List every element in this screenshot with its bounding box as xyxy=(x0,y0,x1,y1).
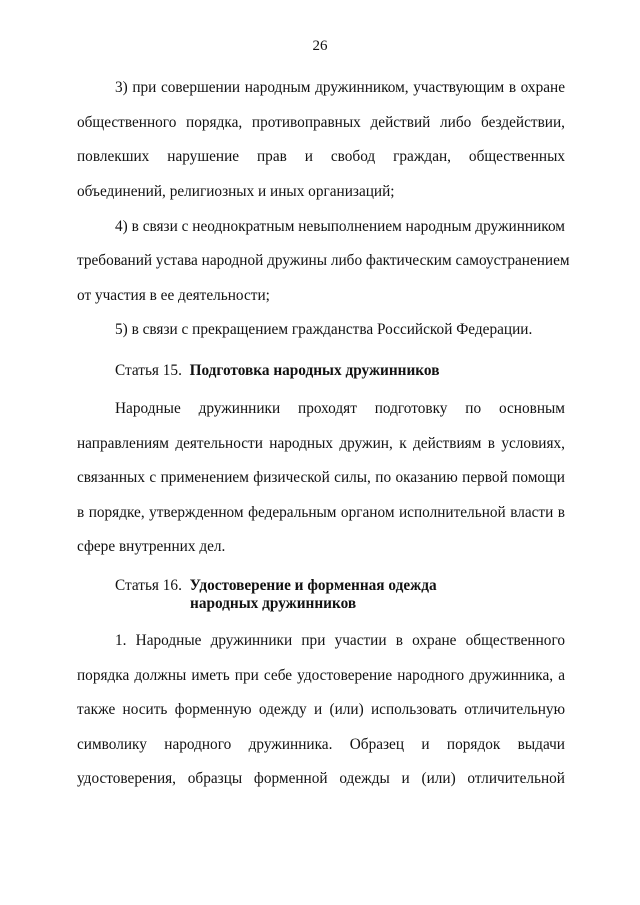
text-line: сфере внутренних дел. xyxy=(77,538,226,555)
text-line: также носить форменную одежду и (или) использовать отличительную xyxy=(77,701,565,718)
article-15-heading xyxy=(115,362,565,380)
article-16-heading xyxy=(115,577,565,595)
text-line: удостоверения, образцы форменной одежды и (или) отличительной xyxy=(77,770,565,787)
article-title-continued: народных дружинников xyxy=(190,595,357,612)
text-line: повлекших нарушение прав и свобод граждан, общественных xyxy=(77,148,565,165)
text-line: 4) в связи с неоднократным невыполнением народным дружинником xyxy=(115,218,565,235)
text-line: в порядке, утвержденном федеральным органом исполнительной власти в xyxy=(77,504,565,521)
text-line: 5) в связи с прекращением гражданства Российской Федерации. xyxy=(115,321,533,338)
article-label: Статья 15. xyxy=(115,362,182,379)
text-line: связанных с применением физической силы, по оказанию первой помощи xyxy=(77,469,565,486)
text-line: 1. Народные дружинники при участии в охране общественного xyxy=(115,632,565,649)
text-line: 3) при совершении народным дружинником, участвующим в охране xyxy=(115,79,565,96)
text-line: символику народного дружинника. Образец и порядок выдачи xyxy=(77,736,565,753)
text-line: Народные дружинники проходят подготовку по основным xyxy=(115,400,565,417)
text-line: направлениям деятельности народных дружин, к действиям в условиях, xyxy=(77,435,565,452)
text-line: требований устава народной дружины либо фактическим самоустранением xyxy=(77,252,570,269)
article-label: Статья 16. xyxy=(115,577,182,594)
text-line: объединений, религиозных и иных организаций; xyxy=(77,183,395,200)
article-title: Подготовка народных дружинников xyxy=(189,362,440,379)
page-number: 26 xyxy=(312,38,328,54)
text-line: от участия в ее деятельности; xyxy=(77,287,270,304)
article-title: Удостоверение и форменная одежда xyxy=(189,577,437,594)
text-line: общественного порядка, противоправных действий либо бездействии, xyxy=(77,114,565,131)
text-line: порядка должны иметь при себе удостоверение народного дружинника, а xyxy=(77,667,565,684)
